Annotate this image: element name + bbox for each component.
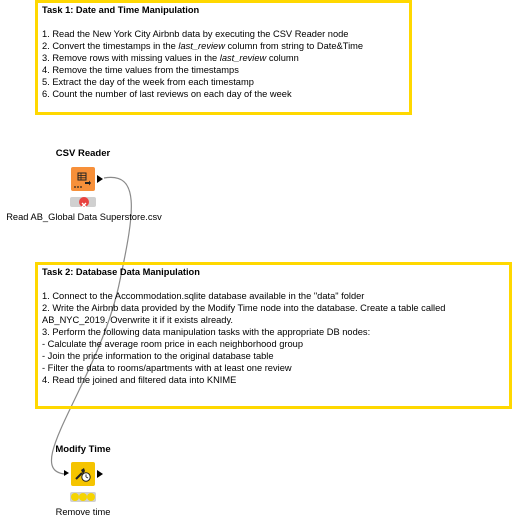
task2-line: - Filter the data to rooms/apartments with at least one review — [42, 363, 292, 373]
task2-annotation[interactable] — [35, 262, 512, 409]
task1-title: Task 1: Date and Time Manipulation — [42, 5, 200, 15]
csv-reader-node[interactable] — [71, 167, 95, 191]
csv-reader-output-port[interactable] — [97, 175, 103, 183]
status-light-2 — [79, 493, 87, 501]
task1-line-text: 6. Count the number of last reviews on each day of the week — [42, 89, 292, 99]
csv-reader-status-bar — [70, 197, 96, 207]
task1-line-text: 3. Remove rows with missing values in the — [42, 53, 220, 63]
csv-reader-title: CSV Reader — [55, 148, 111, 159]
modify-time-title: Modify Time — [55, 444, 111, 455]
task2-line: 3. Perform the following data manipulation tasks with the appropriate DB nodes: — [42, 327, 371, 337]
clock-wrench-icon — [71, 462, 95, 486]
task1-column-name: last_review — [178, 41, 225, 51]
modify-time-node[interactable] — [71, 462, 95, 486]
task2-line: 4. Read the joined and filtered data into KNIME — [42, 375, 237, 385]
task1-line-text: column — [266, 53, 299, 63]
task2-body — [42, 290, 505, 386]
status-light-3 — [87, 493, 95, 501]
task1-line-text: 2. Convert the timestamps in the — [42, 41, 179, 51]
task1-column-name: last_review — [219, 53, 267, 63]
status-light-1 — [71, 493, 79, 501]
task1-line-text: 4. Remove the time values from the timestamps — [42, 65, 239, 75]
modify-time-input-port[interactable] — [64, 470, 69, 476]
task2-line: AB_NYC_2019. Overwrite it if it exists already. — [42, 315, 234, 325]
error-status-icon — [79, 197, 89, 207]
task1-line-text: 5. Extract the day of the week from each timestamp — [42, 77, 254, 87]
task1-line-text: column from string to Date&Time — [224, 41, 364, 51]
modify-time-output-port[interactable] — [97, 470, 103, 478]
modify-time-label[interactable]: Remove time — [55, 507, 111, 517]
csv-reader-label[interactable]: Read AB_Global Data Superstore.csv — [6, 212, 162, 222]
modify-time-status-bar — [70, 492, 96, 502]
close-icon — [79, 200, 89, 210]
task2-line: 2. Write the Airbnb data provided by the Modify Time node into the database. Create a table called — [42, 303, 446, 313]
task1-line-text: 1. Read the New York City Airbnb data by executing the CSV Reader node — [42, 29, 349, 39]
task2-line: - Join the price information to the original database table — [42, 351, 274, 361]
table-reader-icon — [71, 167, 95, 191]
task2-line: - Calculate the average room price in each neighborhood group — [42, 339, 303, 349]
task2-title: Task 2: Database Data Manipulation — [42, 267, 200, 277]
task2-line: 1. Connect to the Accommodation.sqlite database available in the "data" folder — [42, 291, 365, 301]
